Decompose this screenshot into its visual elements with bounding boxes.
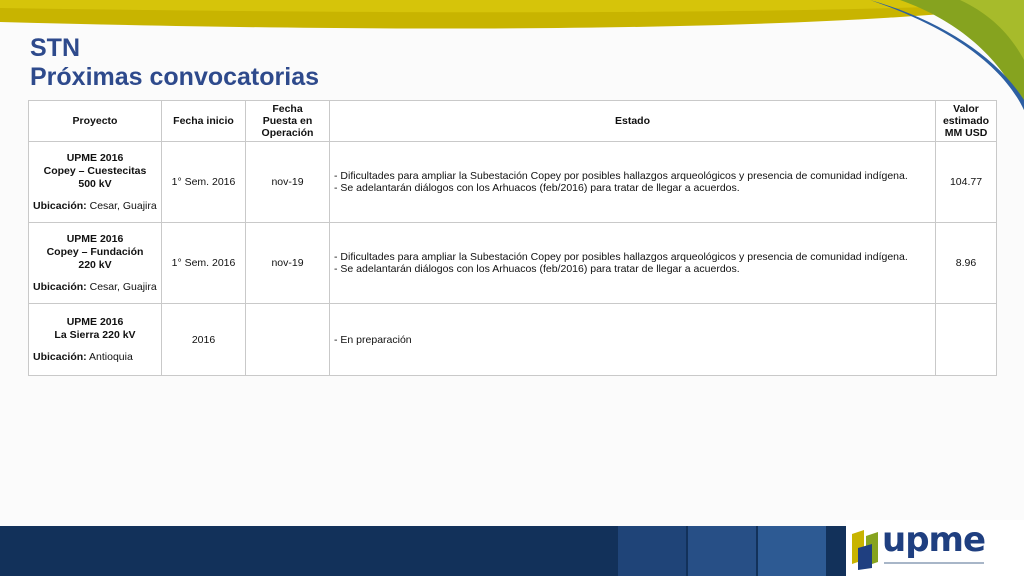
title-line-2: Próximas convocatorias	[30, 63, 320, 91]
project-cell: UPME 2016 La Sierra 220 kV Ubicación: Antioquia	[29, 304, 162, 376]
estado-cell: - Dificultades para ampliar la Subestación Copey por posibles hallazgos arqueológicos y presencia de comunidad indígena. - Se adelantarán diálogos con los Arhuacos (feb/2016) para tratar de llegar a acuerdos.	[330, 223, 936, 304]
header-fecha-inicio: Fecha inicio	[162, 101, 246, 142]
header-proyecto: Proyecto	[29, 101, 162, 142]
header-valor: Valor estimado MM USD	[936, 101, 997, 142]
estado-cell: - Dificultades para ampliar la Subestación Copey por posibles hallazgos arqueológicos y presencia de comunidad indígena. - Se adelantarán diálogos con los Arhuacos (feb/2016) para tratar de llegar a acuerdos.	[330, 142, 936, 223]
footer-block	[758, 526, 826, 576]
estado-cell: - En preparación	[330, 304, 936, 376]
project-location: Ubicación: Antioquia	[33, 351, 133, 363]
footer-block	[688, 526, 756, 576]
projects-table	[28, 100, 997, 376]
project-location: Ubicación: Cesar, Guajira	[33, 281, 157, 293]
upme-logo	[846, 520, 1024, 576]
project-cell: UPME 2016 Copey – Fundación 220 kV Ubicación: Cesar, Guajira	[29, 223, 162, 304]
page-title	[30, 34, 319, 92]
upme-wordmark: upme	[882, 520, 986, 560]
table-row	[29, 223, 997, 304]
valor-cell	[936, 304, 997, 376]
table-header-row	[29, 101, 997, 142]
logo-underline	[884, 562, 984, 564]
valor-cell: 104.77	[936, 142, 997, 223]
fecha-inicio-cell: 2016	[162, 304, 246, 376]
fecha-inicio-cell: 1° Sem. 2016	[162, 142, 246, 223]
fecha-puesta-cell: nov-19	[246, 223, 330, 304]
project-cell: UPME 2016 Copey – Cuestecitas 500 kV Ubicación: Cesar, Guajira	[29, 142, 162, 223]
table-row	[29, 304, 997, 376]
footer-block	[618, 526, 686, 576]
project-location: Ubicación: Cesar, Guajira	[33, 200, 157, 212]
title-line-1: STN	[30, 34, 80, 62]
valor-cell: 8.96	[936, 223, 997, 304]
header-fecha-puesta: Fecha Puesta en Operación	[246, 101, 330, 142]
fecha-inicio-cell: 1° Sem. 2016	[162, 223, 246, 304]
fecha-puesta-cell: nov-19	[246, 142, 330, 223]
table-row	[29, 142, 997, 223]
header-estado: Estado	[330, 101, 936, 142]
fecha-puesta-cell	[246, 304, 330, 376]
